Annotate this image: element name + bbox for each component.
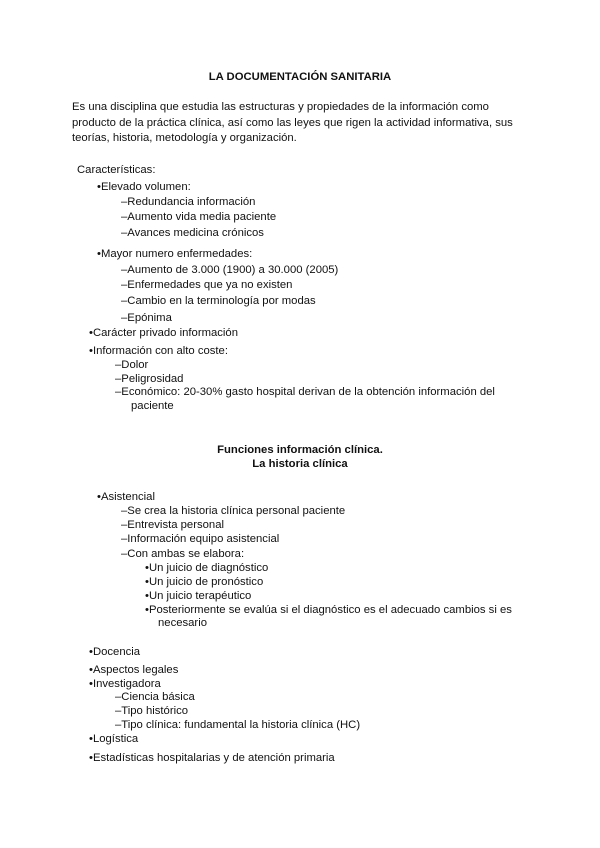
list-item: –Información equipo asistencial <box>121 533 280 545</box>
list-item: •Docencia <box>89 646 141 658</box>
list-item: •Mayor numero enfermedades: <box>97 248 253 260</box>
list-item: •Logística <box>89 733 139 745</box>
list-item-continuation: necesario <box>158 617 207 629</box>
list-item: –Peligrosidad <box>115 373 184 385</box>
list-item: –Aumento vida media paciente <box>121 211 277 223</box>
list-item-continuation: paciente <box>131 400 174 412</box>
list-item: •Asistencial <box>97 491 155 503</box>
list-item: –Cambio en la terminología por modas <box>121 295 316 307</box>
list-item: –Redundancia información <box>121 196 256 208</box>
list-item: •Elevado volumen: <box>97 181 191 193</box>
list-item: •Posteriormente se evalúa si el diagnóstico es el adecuado cambios si es <box>145 604 512 616</box>
page-title: LA DOCUMENTACIÓN SANITARIA <box>208 71 392 83</box>
list-item: •Un juicio de diagnóstico <box>145 562 269 574</box>
list-item: –Con ambas se elabora: <box>121 548 245 560</box>
clinical-history-heading: La historia clínica <box>252 458 348 470</box>
list-item: –Enfermedades que ya no existen <box>121 279 293 291</box>
intro-paragraph: Es una disciplina que estudia las estructuras y propiedades de la información como producto de la práctica clínica, así como las leyes que rigen la actividad informativa, sus teorías, historia, metodología y organización. <box>72 101 513 144</box>
functions-heading: Funciones información clínica. <box>217 444 383 456</box>
list-item: •Estadísticas hospitalarias y de atención primaria <box>89 752 335 764</box>
list-item: •Investigadora <box>89 678 161 690</box>
list-item: •Carácter privado información <box>89 327 238 339</box>
list-item: •Un juicio de pronóstico <box>145 576 264 588</box>
list-item: –Ciencia básica <box>115 691 195 703</box>
list-item: •Aspectos legales <box>89 664 179 676</box>
list-item: –Económico: 20-30% gasto hospital derivan de la obtención información del <box>115 386 495 398</box>
list-item: –Epónima <box>121 312 172 324</box>
list-item: –Avances medicina crónicos <box>121 227 264 239</box>
list-item: –Aumento de 3.000 (1900) a 30.000 (2005) <box>121 264 339 276</box>
list-item: –Entrevista personal <box>121 519 224 531</box>
characteristics-heading: Características: <box>77 164 156 176</box>
list-item: –Tipo clínica: fundamental la historia clínica (HC) <box>115 719 361 731</box>
list-item: –Se crea la historia clínica personal paciente <box>121 505 346 517</box>
list-item: •Información con alto coste: <box>89 345 228 357</box>
list-item: –Tipo histórico <box>115 705 189 717</box>
list-item: •Un juicio terapéutico <box>145 590 252 602</box>
list-item: –Dolor <box>115 359 149 371</box>
